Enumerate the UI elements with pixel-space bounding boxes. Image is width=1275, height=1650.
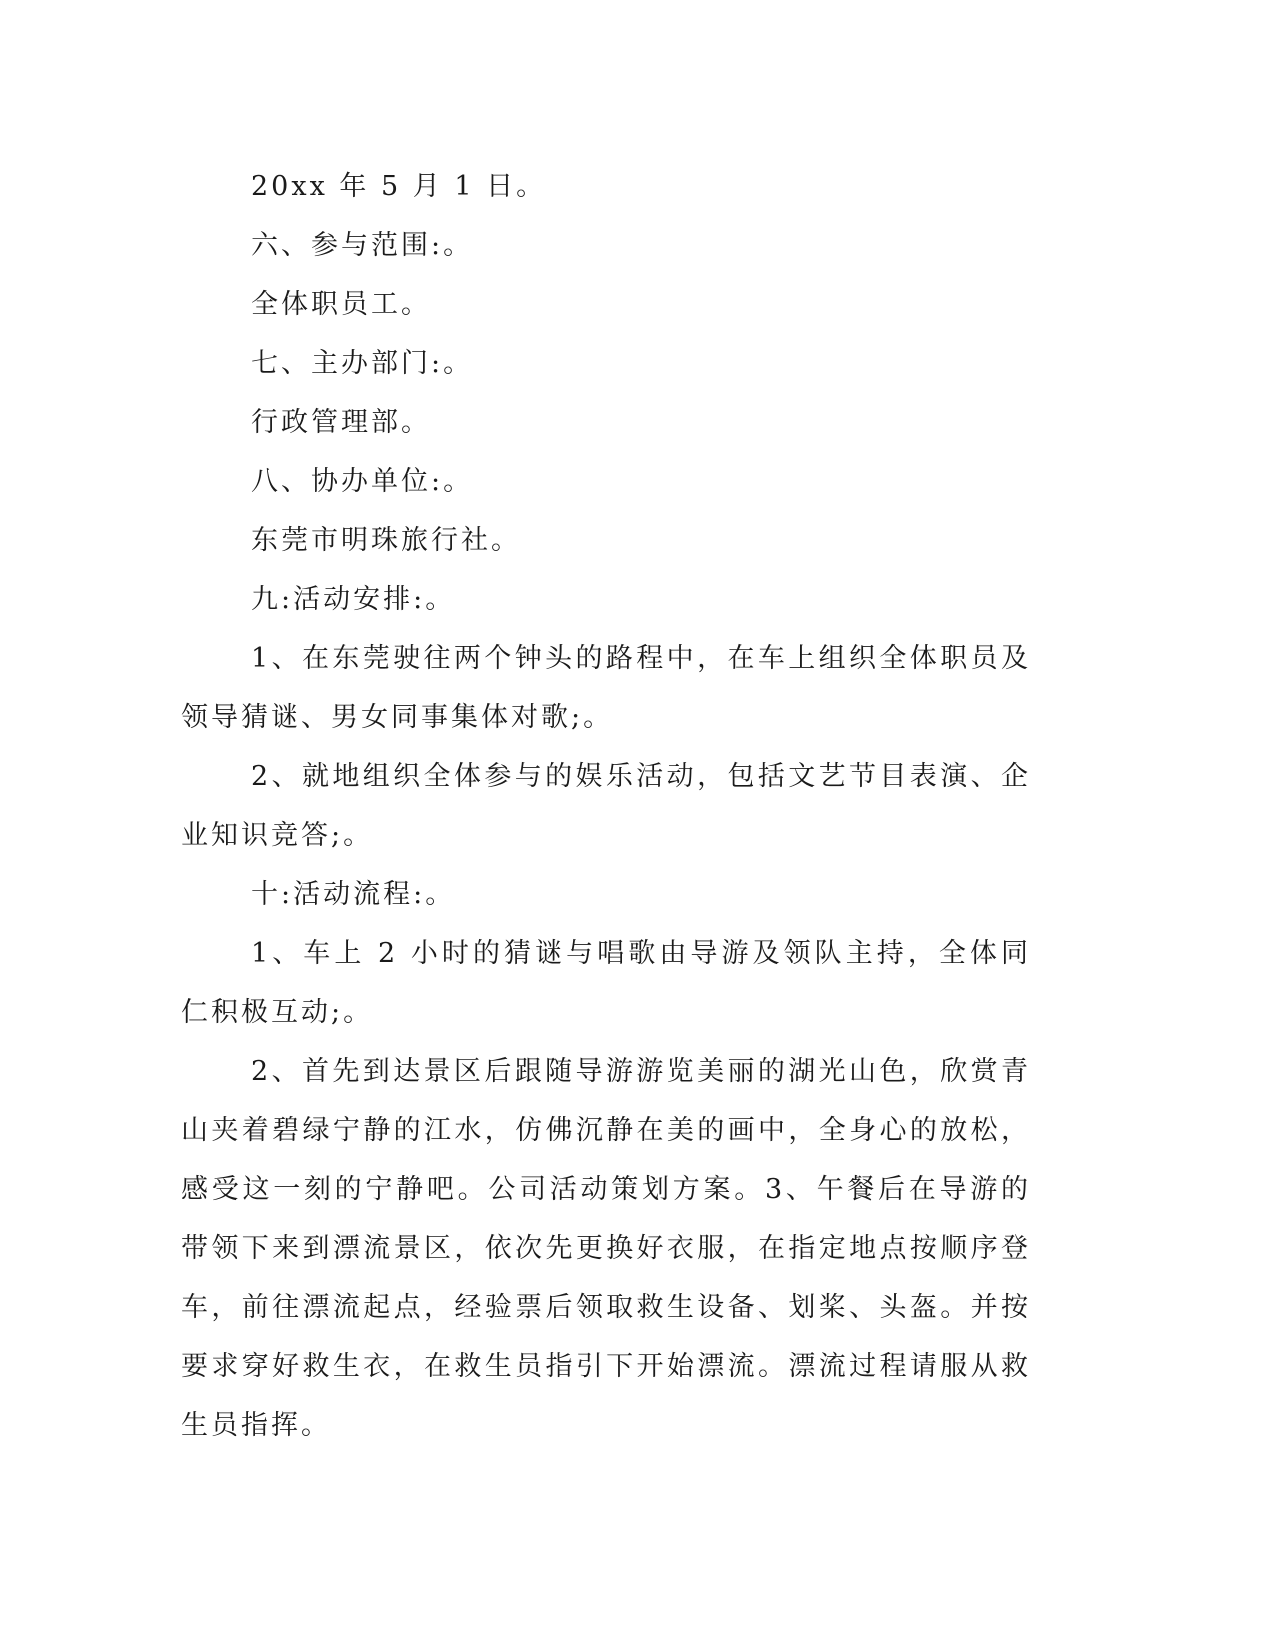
section-heading-organizer: 七、主办部门:。 [251,348,474,379]
section-heading-participation-scope: 六、参与范围:。 [251,230,474,261]
section-heading-arrangement: 九:活动安排:。 [251,584,456,615]
arrangement-item-1: 1、在东莞驶往两个钟头的路程中，在车上组织全体职员及领导猜谜、男女同事集体对歌;。 [181,643,1031,733]
co-organizer-text: 东莞市明珠旅行社。 [251,525,521,556]
document-body [181,157,1031,1455]
organizer-text: 行政管理部。 [251,407,431,438]
arrangement-item-2: 2、就地组织全体参与的娱乐活动，包括文艺节目表演、企业知识竞答;。 [181,761,1031,851]
process-item-1: 1、车上 2 小时的猜谜与唱歌由导游及领队主持，全体同仁积极互动;。 [181,938,1031,1028]
section-heading-process: 十:活动流程:。 [251,879,456,910]
process-item-2: 2、首先到达景区后跟随导游游览美丽的湖光山色，欣赏青山夹着碧绿宁静的江水，仿佛沉静在美的画中，全身心的放松，感受这一刻的宁静吧。公司活动策划方案。3、午餐后在导游的带领下来到漂流景区，依次先更换好衣服，在指定地点按顺序登车，前往漂流起点，经验票后领取救生设备、划桨、头盔。并按要求穿好救生衣，在救生员指引下开始漂流。漂流过程请服从救生员指挥。 [181,1056,1031,1441]
date-line: 20xx 年 5 月 1 日。 [251,171,547,202]
section-heading-co-organizer: 八、协办单位:。 [251,466,474,497]
participation-scope-text: 全体职员工。 [251,289,431,320]
